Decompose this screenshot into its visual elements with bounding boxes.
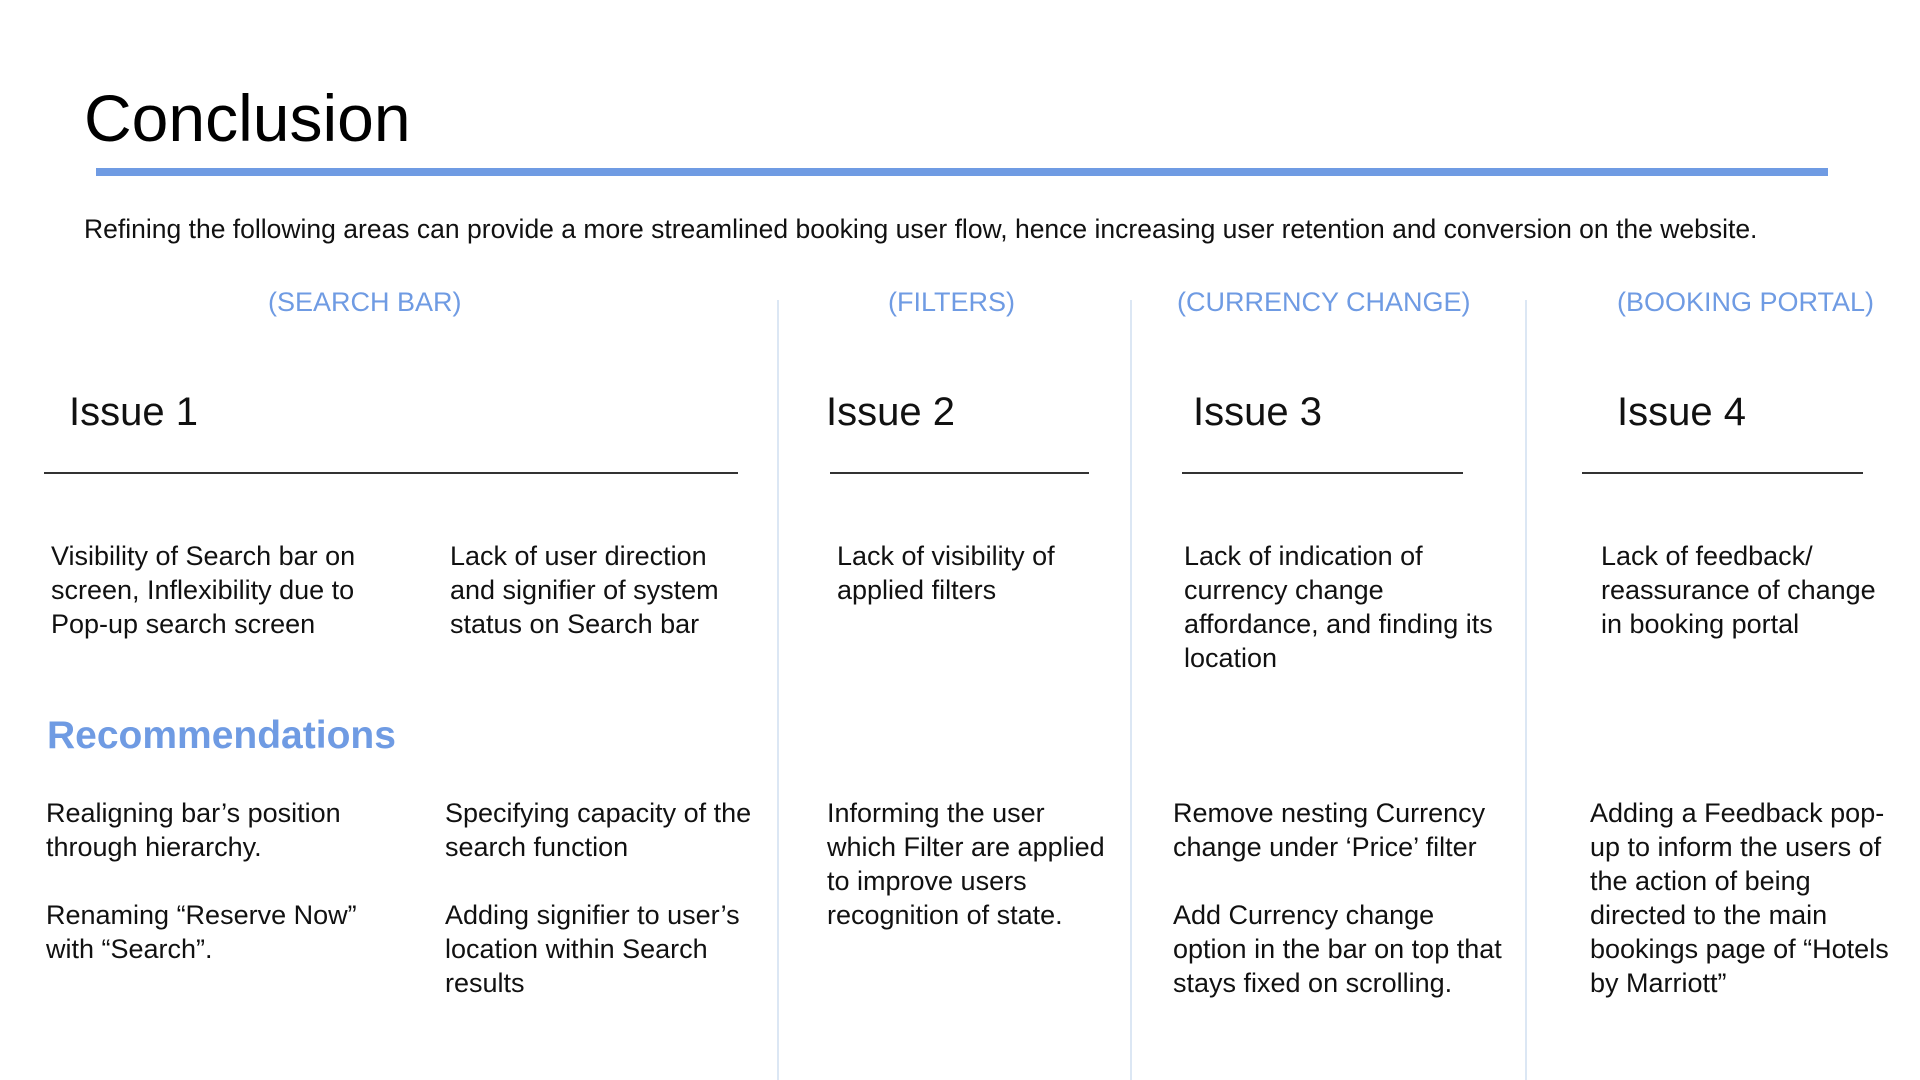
column-divider [1525, 300, 1527, 1080]
recommendation-text: Renaming “Reserve Now” with “Search”. [46, 900, 357, 964]
recommendations-heading: Recommendations [47, 714, 396, 757]
issue-4-recommendations [1590, 796, 1900, 1000]
category-currency-change: (CURRENCY CHANGE) [1177, 287, 1471, 317]
issue-2-description: Lack of visibility of applied filters [837, 541, 1055, 605]
issue-2-rule [830, 472, 1089, 474]
title-underline [96, 168, 1828, 176]
recommendation-text: Remove nesting Currency change under ‘Price’ filter [1173, 798, 1486, 862]
category-search-bar: (SEARCH BAR) [268, 287, 462, 317]
recommendation-text: Adding signifier to user’s location within Search results [445, 900, 740, 998]
category-filters: (FILTERS) [888, 287, 1015, 317]
issue-2-title: Issue 2 [826, 390, 955, 434]
issue-2-recommendations [827, 796, 1112, 932]
column-divider [777, 300, 779, 1080]
recommendation-text: Realigning bar’s position through hierarchy. [46, 798, 341, 862]
issue-3-rule [1182, 472, 1463, 474]
issue-1-recommendations-a [46, 796, 406, 966]
recommendation-text: Specifying capacity of the search function [445, 798, 752, 862]
issue-4-title: Issue 4 [1617, 390, 1746, 434]
issue-1-description-b: Lack of user direction and signifier of system status on Search bar [450, 541, 719, 639]
category-booking-portal: (BOOKING PORTAL) [1617, 287, 1875, 317]
issue-3-description: Lack of indication of currency change affordance, and finding its location [1184, 541, 1493, 673]
issue-4-description: Lack of feedback/ reassurance of change in booking portal [1601, 541, 1876, 639]
issue-1-description-a: Visibility of Search bar on screen, Inflexibility due to Pop-up search screen [51, 541, 356, 639]
recommendation-text: Adding a Feedback pop-up to inform the users of the action of being directed to the main bookings page of “Hotels by Marriott” [1590, 798, 1889, 998]
issue-3-recommendations [1173, 796, 1508, 1000]
issue-1-rule [44, 472, 738, 474]
issue-1-recommendations-b [445, 796, 755, 1000]
recommendation-text: Add Currency change option in the bar on top that stays fixed on scrolling. [1173, 900, 1502, 998]
column-divider [1130, 300, 1132, 1080]
recommendation-text: Informing the user which Filter are applied to improve users recognition of state. [827, 798, 1105, 930]
issue-3-title: Issue 3 [1193, 390, 1322, 434]
page-title: Conclusion [84, 81, 411, 155]
issue-1-title: Issue 1 [69, 390, 198, 434]
issue-4-rule [1582, 472, 1863, 474]
intro-text: Refining the following areas can provide a more streamlined booking user flow, hence increasing user retention and conversion on the website. [84, 214, 1758, 244]
